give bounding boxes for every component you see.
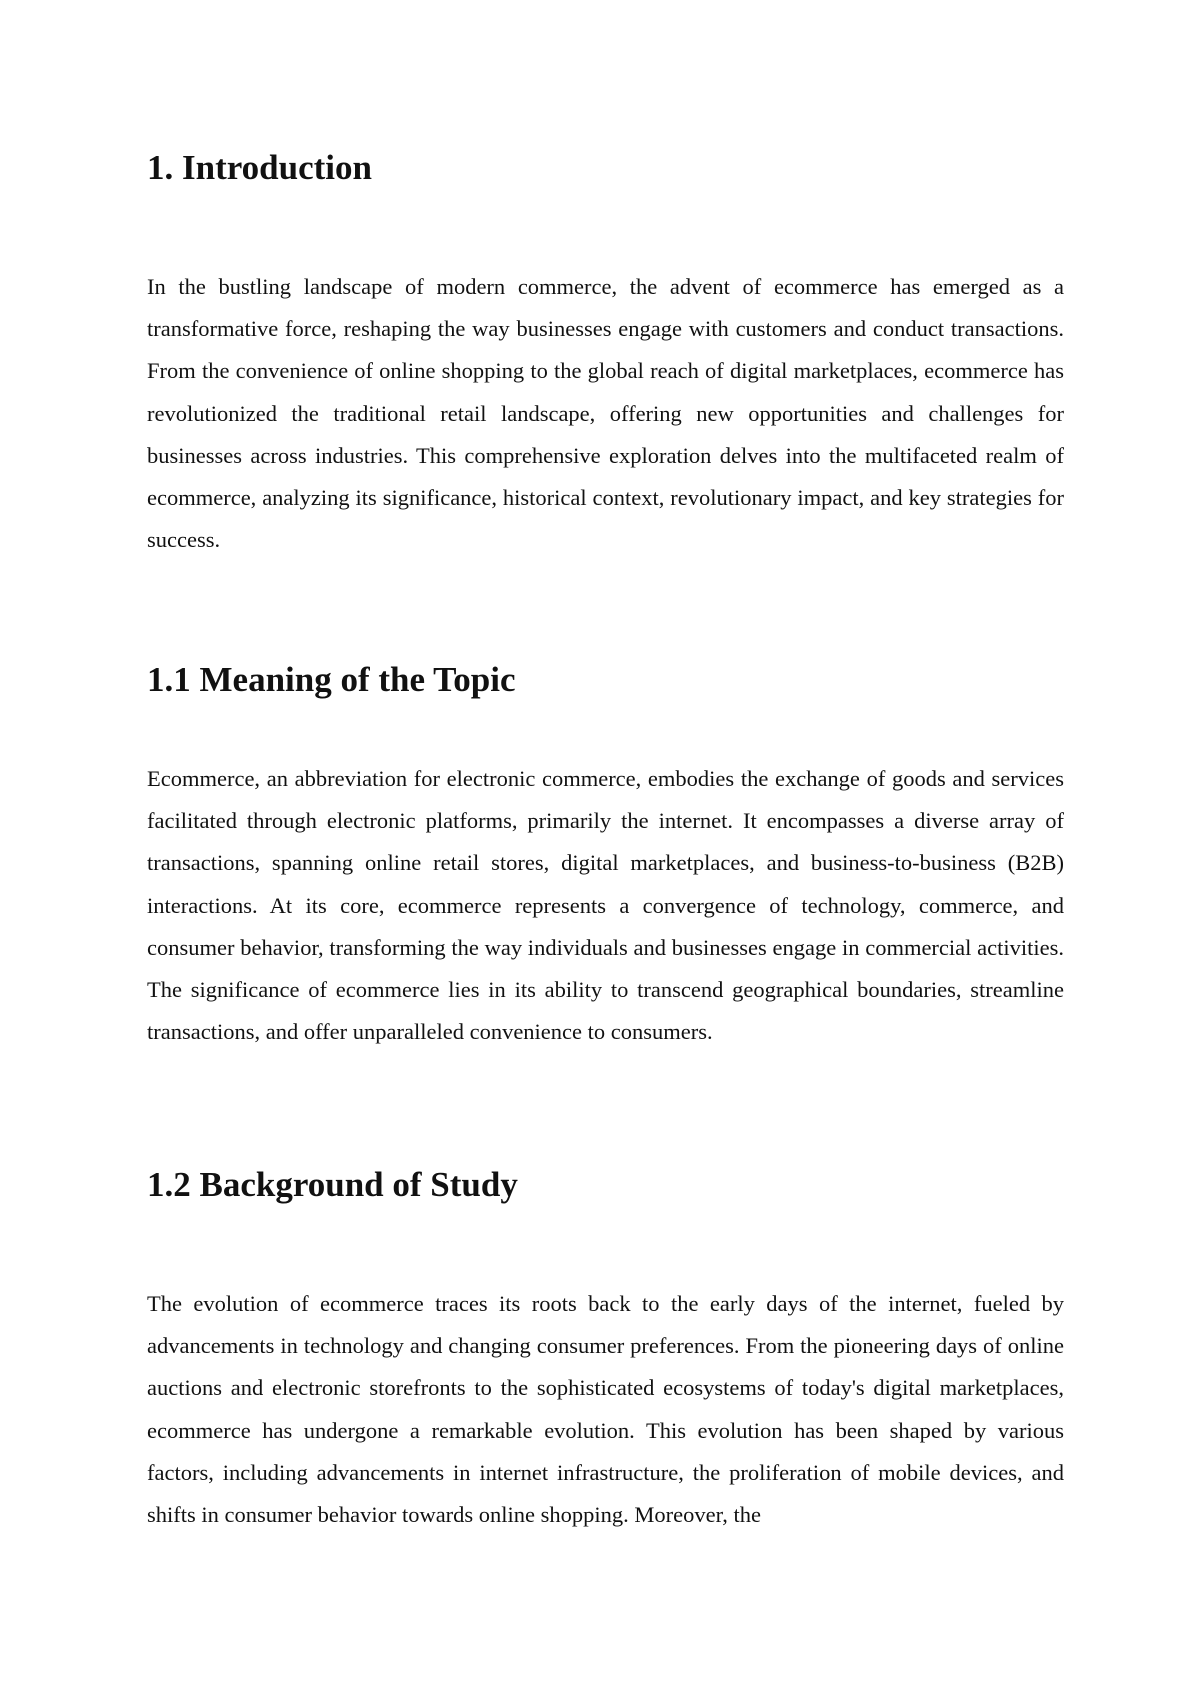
section-body-introduction: In the bustling landscape of modern commerce, the advent of ecommerce has emerged as a transformative force, reshaping the way businesses engage with customers and conduct transactions. From the convenience of online shopping to the global reach of digital marketplaces, ecommerce has revolutionized the traditional retail landscape, offering new opportunities and challenges for businesses across industries. This comprehensive exploration delves into the multifaceted realm of ecommerce, analyzing its significance, historical context, revolutionary impact, and key strategies for success. xyxy=(147,274,1064,553)
section-heading-introduction: 1. Introduction xyxy=(147,148,372,187)
section-heading-meaning-of-topic: 1.1 Meaning of the Topic xyxy=(147,660,516,699)
section-body-meaning-of-topic: Ecommerce, an abbreviation for electronic commerce, embodies the exchange of goods and services facilitated through electronic platforms, primarily the internet. It encompasses a diverse array of transactions, spanning online retail stores, digital marketplaces, and business-to-business (B2B) interactions. At its core, ecommerce represents a convergence of technology, commerce, and consumer behavior, transforming the way individuals and businesses engage in commercial activities. The significance of ecommerce lies in its ability to transcend geographical boundaries, streamline transactions, and offer unparalleled convenience to consumers. xyxy=(147,766,1064,1045)
section-body-background-of-study: The evolution of ecommerce traces its roots back to the early days of the internet, fueled by advancements in technology and changing consumer preferences. From the pioneering days of online auctions and electronic storefronts to the sophisticated ecosystems of today's digital marketplaces, ecommerce has undergone a remarkable evolution. This evolution has been shaped by various factors, including advancements in internet infrastructure, the proliferation of mobile devices, and shifts in consumer behavior towards online shopping. Moreover, the xyxy=(147,1291,1064,1528)
section-heading-background-of-study: 1.2 Background of Study xyxy=(147,1165,518,1204)
